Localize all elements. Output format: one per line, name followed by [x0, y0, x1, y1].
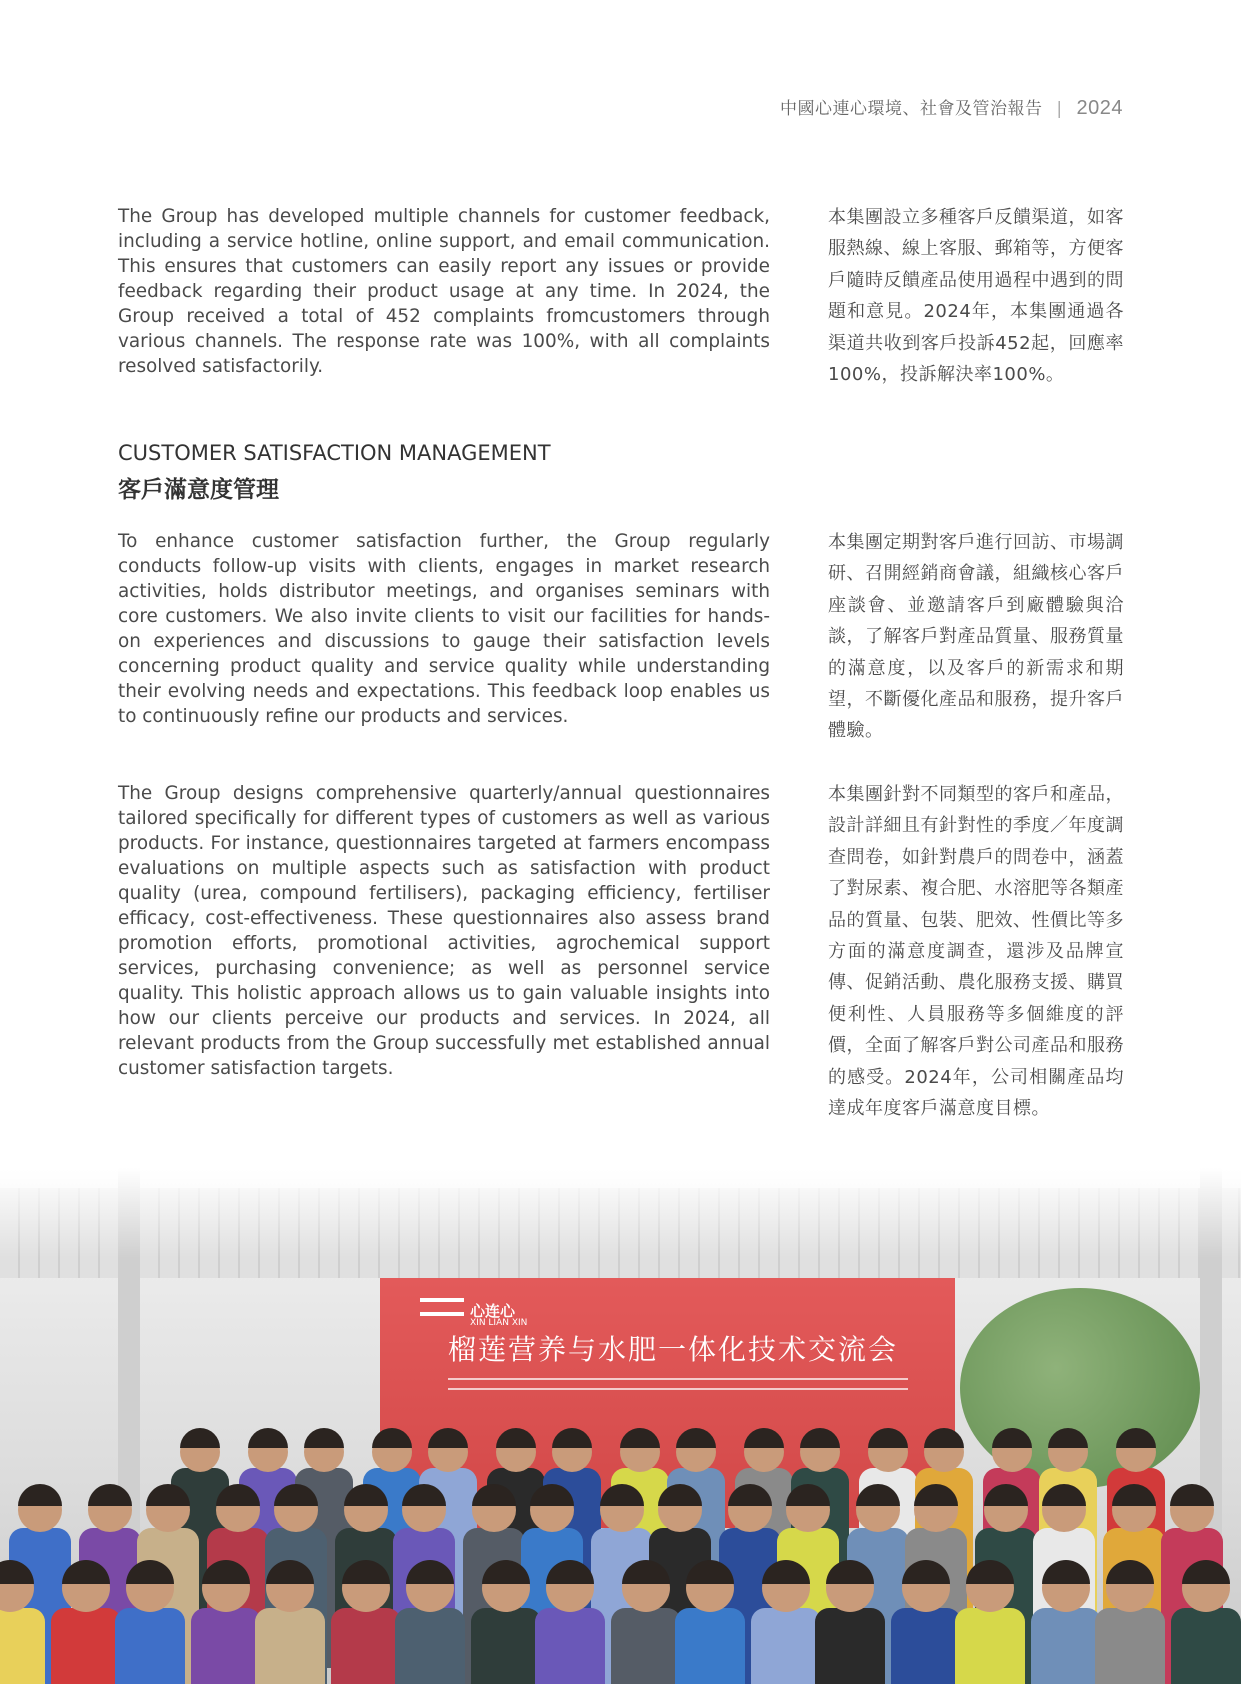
attendee-hair — [992, 1428, 1032, 1448]
attendee-body — [1171, 1608, 1241, 1684]
attendee-body — [115, 1608, 185, 1684]
header-separator: | — [1056, 99, 1063, 119]
attendee-hair — [868, 1428, 908, 1448]
attendee-hair — [18, 1484, 62, 1506]
attendee-hair — [304, 1428, 344, 1448]
attendee-hair — [924, 1428, 964, 1448]
questionnaire-paragraph-en: The Group designs comprehensive quarterly/annual questionnaires tailored specifically for different types of customers as well as various products. For instance, questionnaires targeted at farmers encompass evaluations on multiple aspects such as satisfaction with product quality (urea, compound fertilisers), packaging efficiency, fertiliser efficacy, cost-effectiveness. These questionnaires also assess brand promotion efforts, promotional activities, agrochemical support services, purchasing convenience; as well as personnel service quality. This holistic approach allows us to gain valuable insights into how our clients perceive our products and services. In 2024, all relevant products from the Group successfully met established annual customer satisfaction targets. — [118, 783, 770, 1079]
report-title: 中國心連心環境、社會及管治報告 — [779, 99, 1043, 119]
attendee-hair — [620, 1428, 660, 1448]
attendee-body — [1095, 1608, 1165, 1684]
feedback-paragraph-zh: 本集團設立多種客戶反饋渠道，如客服熱線、線上客服、郵箱等，方便客戶隨時反饋產品使用過程中遇到的問題和意見。2024年，本集團通過各渠道共收到客戶投訴452起，回應率100%，投訴解決率100%。 — [828, 207, 1124, 386]
satisfaction-paragraph-en: To enhance customer satisfaction further, the Group regularly conducts follow-up visits with clients, engages in market research activities, holds distributor meetings, and organises seminars with core customers. We also invite clients to visit our facilities for hands-on experiences and discussions to gauge their satisfaction levels concerning product quality and service quality while understanding their evolving needs and expectations. This feedback loop enables us to continuously refine our products and services. — [118, 531, 770, 727]
report-header — [780, 94, 1123, 120]
questionnaire-paragraph-zh: 本集團針對不同類型的客戶和產品，設計詳細且有針對性的季度／年度調查問卷，如針對農戶的問卷中，涵蓋了對尿素、複合肥、水溶肥等各類產品的質量、包裝、肥效、性價比等多方面的滿意度調查，還涉及品牌宣傳、促銷活動、農化服務支援、購買便利性、人員服務等多個維度的評價，全面了解客戶對公司產品和服務的感受。2024年，公司相關產品均達成年度客戶滿意度目標。 — [828, 784, 1124, 1120]
photo-fade — [0, 1168, 1241, 1258]
attendee-body — [395, 1608, 465, 1684]
attendee-hair — [1170, 1484, 1214, 1506]
attendee-hair — [372, 1428, 412, 1448]
attendee-body — [611, 1608, 681, 1684]
attendee-hair — [248, 1428, 288, 1448]
attendee-hair — [496, 1428, 536, 1448]
banner-logo-sub: XIN LIAN XIN — [470, 1318, 528, 1328]
attendee-body — [51, 1608, 121, 1684]
attendee-hair — [180, 1428, 220, 1448]
attendee-hair — [676, 1428, 716, 1448]
group-photo — [0, 1168, 1241, 1684]
attendee-hair — [800, 1428, 840, 1448]
banner-logo: 心连心 — [470, 1302, 516, 1320]
attendee-body — [191, 1608, 261, 1684]
attendee-body — [255, 1608, 325, 1684]
attendee-hair — [744, 1428, 784, 1448]
attendee-body — [891, 1608, 961, 1684]
attendee-hair — [552, 1428, 592, 1448]
attendee-body — [471, 1608, 541, 1684]
banner-title: 榴莲营养与水肥一体化技术交流会 — [448, 1333, 899, 1366]
attendee-body — [331, 1608, 401, 1684]
satisfaction-paragraph-zh: 本集團定期對客戶進行回訪、市場調研、召開經銷商會議，組織核心客戶座談會、並邀請客戶到廠體驗與洽談，了解客戶對產品質量、服務質量的滿意度，以及客戶的新需求和期望，不斷優化產品和服務，提升客戶體驗。 — [828, 532, 1124, 742]
attendee-hair — [88, 1484, 132, 1506]
attendee-body — [751, 1608, 821, 1684]
attendee-body — [1031, 1608, 1101, 1684]
attendee-body — [535, 1608, 605, 1684]
attendee-hair — [1116, 1428, 1156, 1448]
section-title-en: CUSTOMER SATISFACTION MANAGEMENT — [118, 441, 551, 465]
report-year: 2024 — [1076, 97, 1123, 119]
attendee-hair — [428, 1428, 468, 1448]
section-title-zh: 客戶滿意度管理 — [118, 477, 279, 503]
feedback-paragraph-en: The Group has developed multiple channels for customer feedback, including a service hotline, online support, and email communication. This ensures that customers can easily report any issues or provide feedback regarding their product usage at any time. In 2024, the Group received a total of 452 complaints fromcustomers through various channels. The response rate was 100%, with all complaints resolved satisfactorily. — [118, 206, 770, 377]
attendee-body — [815, 1608, 885, 1684]
attendee-hair — [1048, 1428, 1088, 1448]
attendee-body — [675, 1608, 745, 1684]
attendee-body — [0, 1608, 45, 1684]
attendee-body — [955, 1608, 1025, 1684]
